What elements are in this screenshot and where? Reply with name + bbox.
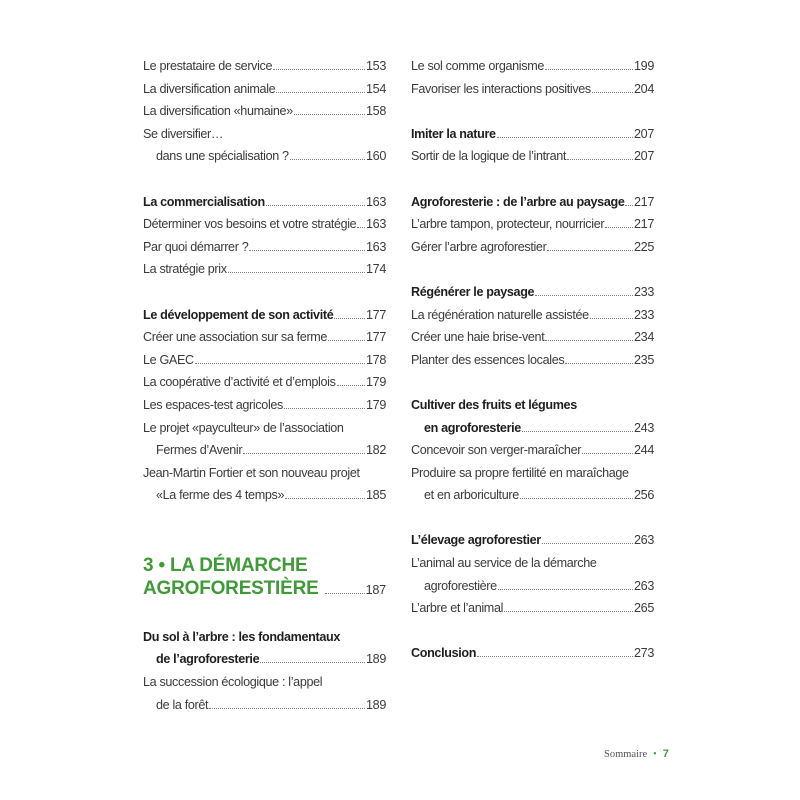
toc-entry-first-line[interactable] (411, 462, 654, 485)
toc-entry-title: Par quoi démarrer ? (143, 239, 249, 254)
dot-leader (337, 376, 366, 386)
toc-entry[interactable] (143, 78, 386, 101)
spacer (411, 507, 654, 530)
dot-leader (276, 83, 365, 93)
toc-entry[interactable] (143, 371, 386, 394)
part-heading-line2: AGROFORESTIÈRE (143, 577, 319, 599)
spacer (143, 602, 386, 626)
dot-leader (535, 286, 633, 296)
toc-entry-continuation[interactable] (143, 484, 386, 507)
toc-section-heading-first-line[interactable] (411, 394, 654, 417)
toc-section-heading-continuation[interactable] (143, 648, 386, 671)
toc-entry-page: 185 (366, 488, 386, 503)
dot-leader (195, 354, 365, 364)
toc-entry-page: 182 (366, 443, 386, 458)
toc-left-column (143, 55, 386, 716)
toc-entry-title: de la forêt (156, 697, 209, 712)
toc-entry[interactable] (143, 349, 386, 372)
toc-entry-page: 207 (634, 126, 654, 141)
toc-entry-title: La régénération naturelle assistée (411, 307, 589, 322)
toc-entry-title: et en arboriculture (424, 488, 519, 503)
toc-entry[interactable] (411, 55, 654, 78)
toc-entry-title: Planter des essences locales (411, 352, 565, 367)
toc-entry-title: Créer une association sur sa ferme (143, 330, 328, 345)
dot-leader (294, 105, 365, 115)
page-number: 7 (662, 748, 669, 760)
toc-entry-title: en agroforesterie (424, 420, 521, 435)
toc-entry[interactable] (143, 394, 386, 417)
toc-entry[interactable] (143, 213, 386, 236)
part-heading-line1: 3 • LA DÉMARCHE (143, 554, 308, 576)
toc-entry-page: 199 (634, 59, 654, 73)
toc-entry-page: 153 (366, 59, 386, 73)
toc-entry-page: 235 (634, 352, 654, 367)
part-heading[interactable] (143, 554, 386, 602)
dot-leader (520, 489, 633, 499)
toc-entry-title: La stratégie prix (143, 262, 227, 277)
spacer (143, 168, 386, 191)
toc-entry-first-line[interactable] (411, 552, 654, 575)
dot-leader (625, 196, 633, 206)
toc-entry-page: 189 (366, 697, 386, 712)
toc-entry-page: 174 (366, 262, 386, 277)
page-footer (604, 748, 669, 760)
toc-entry[interactable] (143, 100, 386, 123)
toc-entry[interactable] (411, 439, 654, 462)
dot-leader (567, 150, 633, 160)
toc-section-heading[interactable] (411, 281, 654, 304)
toc-entry-page: 163 (366, 239, 386, 254)
spacer (411, 620, 654, 643)
dot-leader (273, 60, 365, 70)
toc-entry-title: Produire sa propre fertilité en maraîchage (411, 465, 629, 480)
toc-entry-page: 265 (634, 601, 654, 616)
toc-entry-page: 225 (634, 239, 654, 254)
toc-entry-first-line[interactable] (143, 417, 386, 440)
spacer (411, 100, 654, 123)
toc-entry[interactable] (143, 55, 386, 78)
spacer (411, 168, 654, 191)
toc-entry-title: Le sol comme organisme (411, 59, 544, 73)
dot-leader (582, 444, 633, 454)
toc-entry-title: La coopérative d’activité et d’emplois (143, 375, 336, 390)
toc-entry-title: dans une spécialisation ? (156, 149, 289, 164)
toc-entry-title: Favoriser les interactions positives (411, 81, 591, 96)
dot-leader (547, 241, 633, 251)
dot-leader (504, 602, 633, 612)
toc-section-heading[interactable] (411, 529, 654, 552)
toc-entry-title: Se diversifier… (143, 126, 224, 141)
dot-leader (285, 489, 365, 499)
toc-entry-page: 233 (634, 307, 654, 322)
toc-entry[interactable] (411, 597, 654, 620)
dot-leader (328, 331, 365, 341)
toc-entry-page: 217 (634, 194, 654, 209)
toc-entry-title: Fermes d’Avenir (156, 443, 243, 458)
toc-group (411, 55, 654, 100)
toc-entry-page: 204 (634, 81, 654, 96)
toc-entry-page: 243 (634, 420, 654, 435)
toc-entry-page: 234 (634, 330, 654, 345)
toc-entry-page: 179 (366, 397, 386, 412)
spacer (143, 507, 386, 554)
toc-entry[interactable] (411, 145, 654, 168)
toc-entry-page: 160 (366, 149, 386, 164)
toc-entry-continuation[interactable] (143, 694, 386, 717)
toc-entry-page: 207 (634, 149, 654, 164)
footer-label: Sommaire (604, 749, 648, 760)
toc-entry-page: 177 (366, 307, 386, 322)
toc-section-heading[interactable] (143, 191, 386, 214)
dot-leader (565, 354, 633, 364)
toc-entry-title: Gérer l’arbre agroforestier (411, 239, 547, 254)
dot-leader (592, 83, 633, 93)
dot-leader (497, 128, 633, 138)
toc-entry-title: Créer une haie brise-vent (411, 330, 545, 345)
dot-leader (605, 218, 633, 228)
toc-entry-title: Sortir de la logique de l’intrant (411, 149, 567, 164)
dot-leader (522, 422, 633, 432)
toc-group (143, 626, 386, 716)
dot-leader (477, 647, 633, 657)
toc-group (143, 191, 386, 281)
toc-group (411, 123, 654, 168)
toc-entry-title: L’animal au service de la démarche (411, 556, 597, 571)
toc-entry-continuation[interactable] (143, 439, 386, 462)
bullet-icon: • (653, 749, 657, 760)
toc-group (143, 55, 386, 168)
toc-section-heading[interactable] (411, 123, 654, 146)
toc-entry-title: Le GAEC (143, 352, 194, 367)
toc-entry-title: Jean-Martin Fortier et son nouveau projet (143, 465, 360, 480)
dot-leader (357, 218, 365, 228)
toc-entry-title: Les espaces-test agricoles (143, 397, 284, 412)
toc-entry-page: 217 (634, 217, 654, 232)
toc-entry[interactable] (411, 304, 654, 327)
part-heading-line2-row (143, 577, 386, 602)
toc-entry-title: La diversification «humaine» (143, 104, 293, 119)
toc-entry-title: Le prestataire de service (143, 59, 273, 73)
toc-entry-title: Déterminer vos besoins et votre stratégie (143, 217, 357, 232)
toc-section-heading-continuation[interactable] (411, 417, 654, 440)
toc-entry-page: 273 (634, 646, 654, 661)
toc-entry-title: L’arbre tampon, protecteur, nourricier (411, 217, 605, 232)
toc-entry-page: 163 (366, 194, 386, 209)
dot-leader (260, 653, 365, 663)
toc-entry-continuation[interactable] (411, 575, 654, 598)
toc-entry-page: 154 (366, 81, 386, 96)
toc-group (411, 394, 654, 507)
toc-entry-continuation[interactable] (143, 145, 386, 168)
dot-leader (290, 150, 365, 160)
dot-leader (498, 580, 633, 590)
toc-entry[interactable] (143, 326, 386, 349)
toc-entry-page: 233 (634, 284, 654, 299)
dot-leader (325, 584, 365, 594)
toc-entry-page: 263 (634, 533, 654, 548)
dot-leader (590, 309, 633, 319)
toc-entry-title: Du sol à l’arbre : les fondamentaux (143, 629, 340, 644)
toc-section-heading[interactable] (411, 191, 654, 214)
dot-leader (542, 534, 633, 544)
toc-entry-title: Imiter la nature (411, 126, 496, 141)
dot-leader (209, 699, 365, 709)
toc-entry[interactable] (411, 78, 654, 101)
dot-leader (334, 309, 365, 319)
dot-leader (284, 399, 365, 409)
toc-entry-first-line[interactable] (143, 123, 386, 146)
toc-entry-page: 158 (366, 104, 386, 119)
toc-entry-title: Le développement de son activité (143, 307, 334, 322)
spacer (411, 371, 654, 394)
dot-leader (266, 196, 365, 206)
toc-entry-first-line[interactable] (143, 462, 386, 485)
toc-entry-title: L’arbre et l’animal (411, 601, 504, 616)
toc-entry-continuation[interactable] (411, 484, 654, 507)
toc-entry[interactable] (411, 326, 654, 349)
toc-entry-title: L’élevage agroforestier (411, 533, 541, 548)
toc-entry-title: Régénérer le paysage (411, 284, 535, 299)
toc-section-heading-first-line[interactable] (143, 626, 386, 649)
toc-entry-page: 256 (634, 488, 654, 503)
toc-group (411, 281, 654, 371)
toc-entry-title: La succession écologique : l’appel (143, 675, 323, 690)
toc-entry-page: 163 (366, 217, 386, 232)
spacer (143, 281, 386, 304)
toc-entry-first-line[interactable] (143, 671, 386, 694)
toc-entry[interactable] (143, 236, 386, 259)
toc-entry[interactable] (411, 213, 654, 236)
toc-entry-title: agroforestière (424, 578, 497, 593)
toc-section-heading[interactable] (143, 304, 386, 327)
toc-entry-title: Le projet «payculteur» de l’association (143, 420, 344, 435)
toc-entry-page: 189 (366, 652, 386, 667)
toc-entry[interactable] (143, 258, 386, 281)
dot-leader (243, 444, 365, 454)
toc-group (411, 191, 654, 259)
toc-entry-page: 179 (366, 375, 386, 390)
dot-leader (545, 331, 633, 341)
toc-entry-page: 178 (366, 352, 386, 367)
toc-entry-page: 187 (365, 582, 386, 597)
toc-entry-page: 177 (366, 330, 386, 345)
toc-entry-page: 263 (634, 578, 654, 593)
dot-leader (228, 263, 365, 273)
toc-entry-title: de l’agroforesterie (156, 652, 260, 667)
dot-leader (249, 241, 365, 251)
toc-entry-title: «La ferme des 4 temps» (156, 488, 285, 503)
toc-entry-title: Concevoir son verger-maraîcher (411, 443, 582, 458)
toc-entry-title: La commercialisation (143, 194, 265, 209)
toc-entry-title: Agroforesterie : de l’arbre au paysage (411, 194, 625, 209)
toc-right-column (411, 55, 654, 665)
toc-group (143, 304, 386, 507)
spacer (411, 258, 654, 281)
toc-section-heading[interactable] (411, 642, 654, 665)
toc-group (411, 529, 654, 619)
toc-entry[interactable] (411, 349, 654, 372)
dot-leader (545, 60, 633, 70)
toc-entry[interactable] (411, 236, 654, 259)
toc-entry-title: La diversification animale (143, 81, 276, 96)
toc-group (411, 642, 654, 665)
toc-entry-title: Conclusion (411, 646, 477, 661)
toc-entry-title: Cultiver des fruits et légumes (411, 397, 577, 412)
toc-entry-page: 244 (634, 443, 654, 458)
